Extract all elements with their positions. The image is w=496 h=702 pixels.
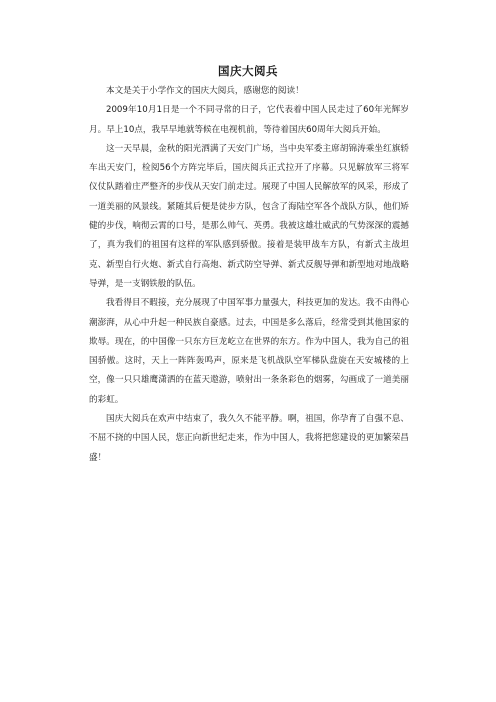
- paragraph-pride: 我看得目不暇接，充分展现了中国军事力量强大，科技更加的发达。我不由得心潮澎湃，从心中升起一种民族自豪感。过去，中国是多么落后，经常受到其他国家的欺辱。现在，的中国像一只东方巨龙屹立在世界的东方。作为中国人，我为自己的祖国骄傲。这时，天上一阵阵轰鸣声，原来是飞机战队空军梯队盘旋在天安城楼的上空，像一只只雄鹰潇洒的在蓝天遨游，喷射出一条条彩色的烟雾，勾画成了一道美丽的彩虹。: [89, 298, 409, 405]
- paragraph-intro: 本文是关于小学作文的国庆大阅兵，感谢您的阅读！: [106, 86, 304, 96]
- document-body: [89, 82, 409, 468]
- document-title: 国庆大阅兵: [218, 64, 278, 78]
- paragraph-date: 2009年10月1日是一个不同寻常的日子，它代表着中国人民走过了60年光辉岁月。早上10点，我早早地就等候在电视机前，等待着国庆60周年大阅兵开始。: [89, 105, 409, 135]
- paragraph-parade: 这一天早晨，金秋的阳光洒满了天安门广场，当中央军委主席胡锦涛乘坐红旗轿车出天安门，检阅56个方阵完毕后，国庆阅兵正式拉开了序幕。只见解放军三将军仪仗队踏着庄严整齐的步伐从天安门前走过。展现了中国人民解放军的风采，形成了一道美丽的风景线。紧随其后便是徒步方队，包含了海陆空军各个战队方队，他们矫健的步伐，响彻云霄的口号，是那么帅气、英勇。我被这雄壮威武的气势深深的震撼了，真为我们的祖国有这样的军队感到骄傲。接着是装甲战车方队，有新式主战坦克、新型自行火炮、新式自行高炮、新式防空导弹、新式反舰导弹和新型地对地战略导弹，是一支钢铁般的队伍。: [89, 143, 409, 289]
- paragraph-conclusion: 国庆大阅兵在欢声中结束了，我久久不能平静。啊，祖国，你孕育了自强不息、不屈不挠的中国人民，您正向新世纪走来，作为中国人，我将把您建设的更加繁荣昌盛！: [89, 414, 409, 463]
